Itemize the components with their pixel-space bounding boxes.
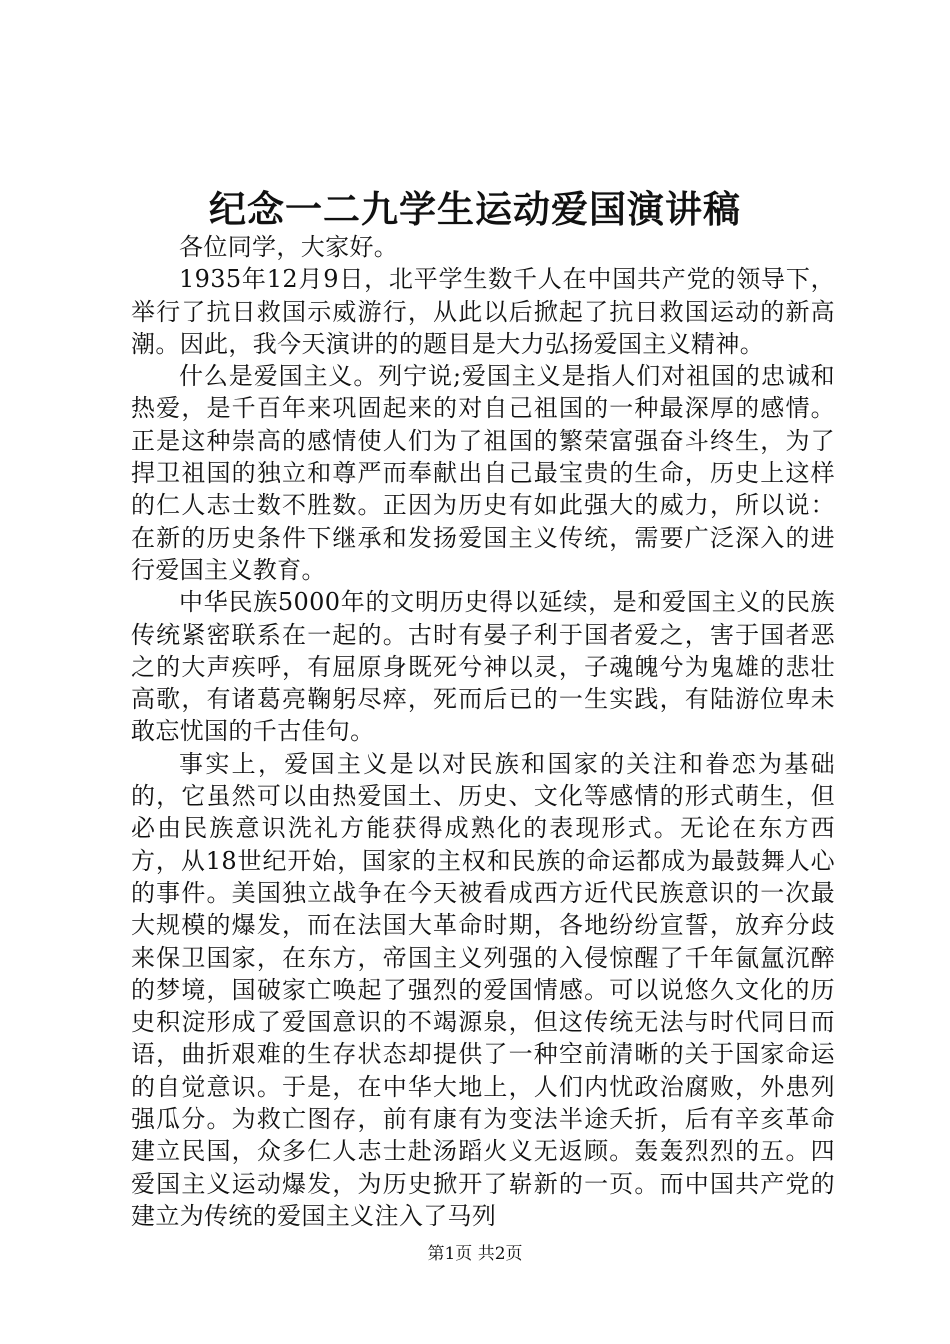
document-body	[131, 231, 835, 1232]
paragraph-modern: 事实上，爱国主义是以对民族和国家的关注和眷恋为基础的，它虽然可以由热爱国土、历史、文化等感情的形式萌生，但必由民族意识洗礼方能获得成熟化的表现形式。无论在东方西方，从18世纪开始，国家的主权和民族的命运都成为最鼓舞人心的事件。美国独立战争在今天被看成西方近代民族意识的一次最大规模的爆发，而在法国大革命时期，各地纷纷宣誓，放弃分歧来保卫国家，在东方，帝国主义列强的入侵惊醒了千年氤氲沉醉的梦境，国破家亡唤起了强烈的爱国情感。可以说悠久文化的历史积淀形成了爱国意识的不竭源泉，但这传统无法与时代同日而语，曲折艰难的生存状态却提供了一种空前清晰的关于国家命运的自觉意识。于是，在中华大地上，人们内忧政治腐败，外患列强瓜分。为救亡图存，前有康有为变法半途夭折，后有辛亥革命建立民国，众多仁人志士赴汤蹈火义无返顾。轰轰烈烈的五。四爱国主义运动爆发，为历史掀开了崭新的一页。而中国共产党的建立为传统的爱国主义注入了马列	[131, 749, 835, 1230]
document-title: 纪念一二九学生运动爱国演讲稿	[209, 187, 741, 231]
paragraph-greeting: 各位同学，大家好。	[179, 233, 399, 261]
paragraph-intro: 1935年12月9日，北平学生数千人在中国共产党的领导下，举行了抗日救国示威游行，从此以后掀起了抗日救国运动的新高潮。因此，我今天演讲的的题目是大力弘扬爱国主义精神。	[131, 265, 835, 358]
paragraph-definition: 什么是爱国主义。列宁说;爱国主义是指人们对祖国的忠诚和热爱，是千百年来巩固起来的对自己祖国的一种最深厚的感情。正是这种崇高的感情使人们为了祖国的繁荣富强奋斗终生，为了捍卫祖国的独立和尊严而奉献出自己最宝贵的生命，历史上这样的仁人志士数不胜数。正因为历史有如此强大的威力，所以说：在新的历史条件下继承和发扬爱国主义传统，需要广泛深入的进行爱国主义教育。	[131, 362, 835, 584]
paragraph-history: 中华民族5000年的文明历史得以延续，是和爱国主义的民族传统紧密联系在一起的。古时有晏子利于国者爱之，害于国者恶之的大声疾呼，有屈原身既死兮神以灵，子魂魄兮为鬼雄的悲壮高歌，有诸葛亮鞠躬尽瘁，死而后已的一生实践，有陆游位卑未敢忘忧国的千古佳句。	[131, 588, 835, 746]
page-number-footer: 第1页 共2页	[427, 1244, 523, 1264]
